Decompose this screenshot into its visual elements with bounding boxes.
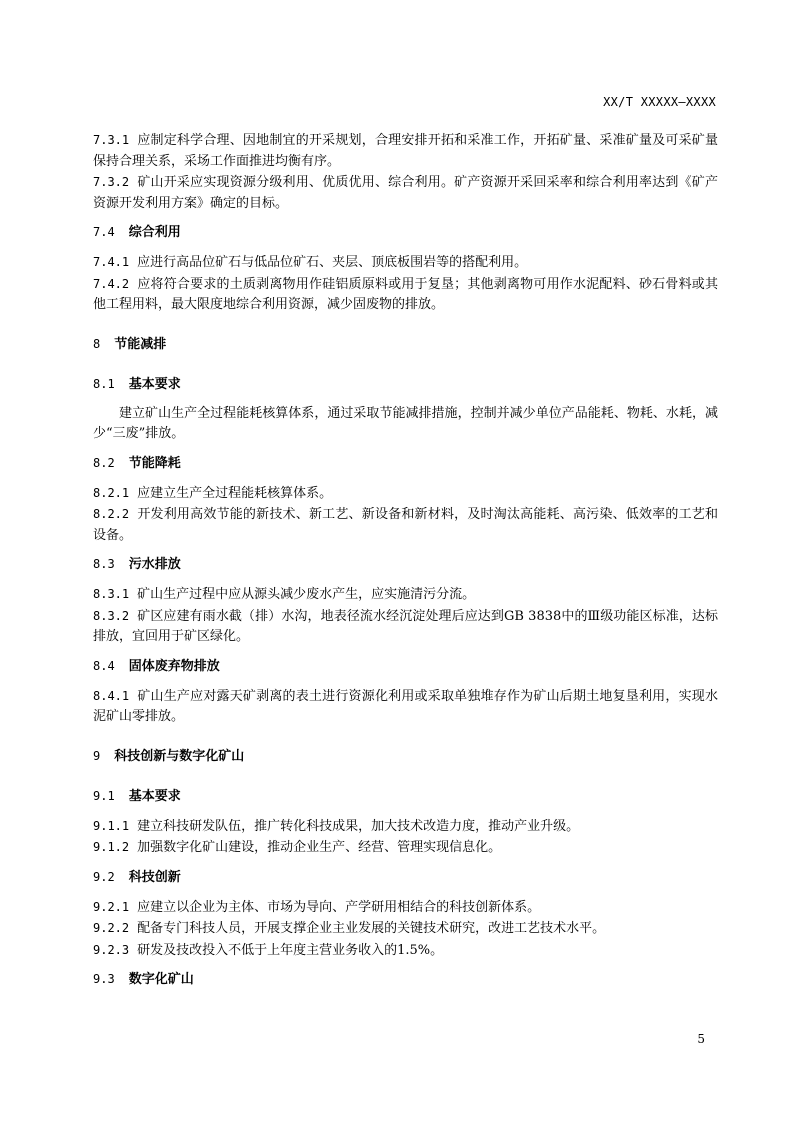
clause-text: 建立科技研发队伍，推广转化科技成果，加大技术改造力度，推动产业升级。 — [137, 818, 580, 834]
clause-number: 8.3.2 — [93, 608, 130, 623]
clause-paragraph — [93, 606, 718, 648]
clause-number: 9.1.2 — [93, 840, 130, 854]
clause-number: 7.4 — [93, 225, 115, 239]
clause-text: 应建立以企业为主体、市场为导向、产学研用相结合的科技创新体系。 — [137, 899, 541, 915]
section-heading — [93, 746, 718, 767]
clause-text: 污水排放 — [128, 557, 181, 572]
document-body — [93, 130, 718, 999]
clause-text: 基本要求 — [128, 788, 181, 804]
clause-text: 基本要求 — [128, 376, 181, 392]
clause-paragraph — [93, 130, 718, 172]
section-heading — [93, 334, 718, 355]
clause-text: 建立矿山生产全过程能耗核算体系，通过采取节能减排措施，控制并减少单位产品能耗、物耗、水耗，减少“三废”排放。 — [93, 405, 718, 441]
clause-paragraph — [93, 837, 718, 859]
clause-text: 加强数字化矿山建设，推动企业生产、经营、管理实现信息化。 — [137, 840, 502, 855]
subsection-heading — [93, 656, 718, 677]
subsection-heading — [93, 453, 718, 474]
document-code-header: XX/T XXXXX—XXXX — [603, 95, 716, 109]
clause-text: 矿山生产应对露天矿剥离的表土进行资源化利用或采取单独堆存作为矿山后期土地复垦利用，实现水泥矿山零排放。 — [93, 688, 718, 724]
clause-number: 9.2.3 — [93, 942, 130, 957]
clause-number: 9.1 — [93, 788, 115, 803]
clause-number: 8.2.2 — [93, 507, 130, 521]
clause-text: 科技创新与数字化矿山 — [114, 748, 245, 764]
clause-paragraph — [93, 686, 718, 728]
clause-paragraph — [93, 172, 718, 214]
clause-number: 8.1 — [93, 376, 115, 391]
clause-paragraph — [93, 940, 718, 962]
clause-number: 7.3.1 — [93, 133, 130, 147]
clause-text: 应制定科学合理、因地制宜的开采规划，合理安排开拓和采准工作，开拓矿量、采准矿量及可采矿量保持合理关系，采场工作面推进均衡有序。 — [93, 133, 718, 169]
clause-text: 数字化矿山 — [128, 972, 194, 987]
clause-text: 应建立生产全过程能耗核算体系。 — [137, 485, 333, 501]
clause-paragraph — [93, 252, 718, 274]
page-number: 5 — [697, 1032, 705, 1046]
subsection-heading — [93, 374, 718, 395]
body-paragraph — [93, 404, 718, 445]
clause-paragraph — [93, 584, 718, 606]
clause-number: 9.3 — [93, 972, 115, 986]
clause-text: 节能减排 — [114, 336, 167, 352]
clause-paragraph — [93, 897, 718, 919]
subsection-heading — [93, 969, 718, 990]
clause-text: 开发利用高效节能的新技术、新工艺、新设备和新材料，及时淘汰高能耗、高污染、低效率的工艺和设备。 — [93, 507, 718, 543]
clause-text: 配备专门科技人员，开展支撑企业主业发展的关键技术研究，改进工艺技术水平。 — [137, 921, 606, 936]
clause-number: 7.4.1 — [93, 255, 130, 269]
clause-number: 9.2.1 — [93, 899, 130, 914]
clause-number: 8.3.1 — [93, 587, 130, 601]
clause-number: 9.2.2 — [93, 921, 130, 935]
clause-number: 8.3 — [93, 557, 115, 571]
clause-paragraph — [93, 504, 718, 546]
clause-text: 科技创新 — [128, 869, 181, 885]
clause-number: 8.2 — [93, 455, 115, 470]
clause-paragraph — [93, 816, 718, 838]
clause-number: 8.2.1 — [93, 485, 130, 500]
clause-text: 应将符合要求的土质剥离物用作硅铝质原料或用于复垦；其他剥离物可用作水泥配料、砂石骨料或其他工程用料，最大限度地综合利用资源，减少固废物的排放。 — [93, 276, 718, 312]
clause-text: 矿区应建有雨水截（排）水沟，地表径流水经沉淀处理后应达到GB 3838中的Ⅲ级功能区标准，达标排放，宜回用于矿区绿化。 — [93, 608, 718, 644]
clause-paragraph — [93, 274, 718, 316]
clause-text: 固体废弃物排放 — [128, 658, 220, 674]
subsection-heading — [93, 786, 718, 807]
clause-text: 应进行高品位矿石与低品位矿石、夹层、顶底板围岩等的搭配利用。 — [137, 255, 528, 270]
clause-number: 9.2 — [93, 869, 115, 884]
clause-number: 8.4 — [93, 658, 115, 673]
clause-number: 7.4.2 — [93, 276, 130, 291]
clause-number: 8.4.1 — [93, 688, 130, 703]
clause-paragraph — [93, 918, 718, 940]
clause-text: 研发及技改投入不低于上年度主营业务收入的1.5%。 — [137, 942, 444, 958]
clause-text: 矿山生产过程中应从源头减少废水产生，应实施清污分流。 — [137, 587, 476, 602]
clause-number: 9.1.1 — [93, 818, 130, 833]
clause-number: 9 — [93, 748, 101, 763]
clause-paragraph — [93, 483, 718, 505]
clause-number: 8 — [93, 336, 101, 351]
subsection-heading — [93, 554, 718, 575]
clause-text: 矿山开采应实现资源分级利用、优质优用、综合利用。矿产资源开采回采率和综合利用率达到《矿产资源开发利用方案》确定的目标。 — [93, 175, 718, 211]
clause-number: 7.3.2 — [93, 175, 130, 189]
clause-text: 综合利用 — [128, 225, 181, 240]
subsection-heading — [93, 867, 718, 888]
subsection-heading — [93, 222, 718, 243]
clause-text: 节能降耗 — [128, 455, 181, 471]
